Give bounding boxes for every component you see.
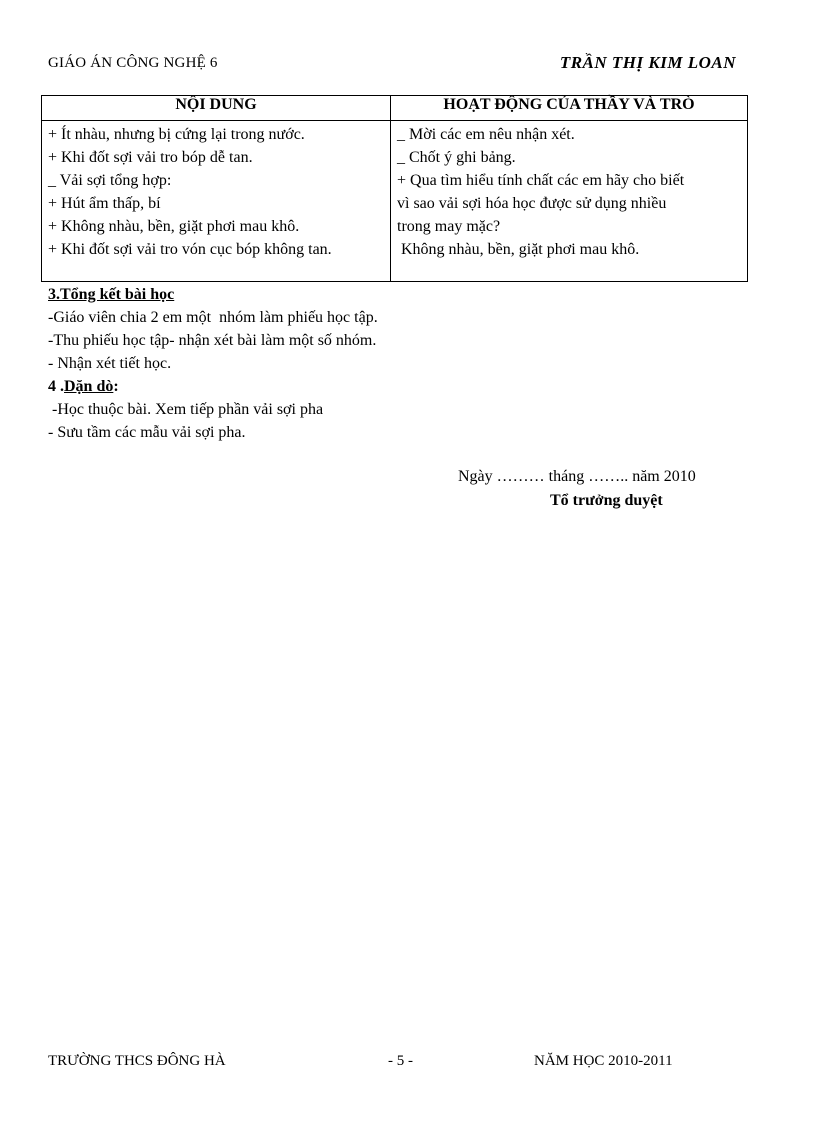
activity-line: _ Chốt ý ghi bảng. [397,149,516,166]
summary-line: -Thu phiếu học tập- nhận xét bài làm một số nhóm. [48,332,377,349]
homework-heading [48,375,378,398]
activity-line: + Qua tìm hiểu tính chất các em hãy cho biết [397,172,685,189]
column-header-activity: HOẠT ĐỘNG CỦA THẦY VÀ TRÒ [391,96,748,121]
homework-line: -Học thuộc bài. Xem tiếp phần vải sợi pha [48,401,324,418]
lesson-table-header-row [42,96,748,121]
activity-line: Không nhàu, bền, giặt phơi mau khô. [397,241,640,258]
summary-line: -Giáo viên chia 2 em một nhóm làm phiếu học tập. [48,309,378,326]
footer-page-number: - 5 - [388,1053,413,1069]
document-header-subject: GIÁO ÁN CÔNG NGHỆ 6 [48,55,218,71]
homework-line: - Sưu tầm các mẫu vải sợi pha. [48,424,246,441]
content-line: + Ít nhàu, nhưng bị cứng lại trong nước. [48,126,305,143]
content-line: + Không nhàu, bền, giặt phơi mau khô. [48,218,300,235]
lesson-body [48,283,378,444]
lesson-table [41,95,748,282]
content-line: + Khi đốt sợi vải tro bóp dễ tan. [48,149,253,166]
document-header-author: TRẦN THỊ KIM LOAN [559,53,736,72]
content-line: _ Vải sợi tổng hợp: [48,172,172,189]
homework-colon: : [113,378,119,395]
footer-school-year: NĂM HỌC 2010-2011 [534,1053,673,1069]
content-line: + Khi đốt sợi vải tro vón cục bóp không tan. [48,241,332,258]
activity-cell [391,121,748,282]
content-line: + Hút ẩm thấp, bí [48,195,161,212]
homework-title: Dặn dò [64,378,114,395]
column-header-content: NỘI DUNG [42,96,391,121]
content-cell [42,121,391,282]
lesson-table-row [42,121,748,282]
homework-number: 4 . [48,378,64,395]
activity-line: _ Mời các em nêu nhận xét. [397,126,575,143]
signoff-date: Ngày ……… tháng …….. năm 2010 [458,468,696,485]
summary-heading: 3.Tổng kết bài học [48,286,175,303]
signoff-block [458,465,696,513]
activity-line: trong may mặc? [397,218,501,235]
summary-line: - Nhận xét tiết học. [48,355,172,372]
signoff-approver: Tổ trưởng duyệt [550,492,663,509]
footer-school: TRƯỜNG THCS ĐÔNG HÀ [48,1053,226,1069]
activity-line: vì sao vải sợi hóa học được sử dụng nhiều [397,195,667,212]
